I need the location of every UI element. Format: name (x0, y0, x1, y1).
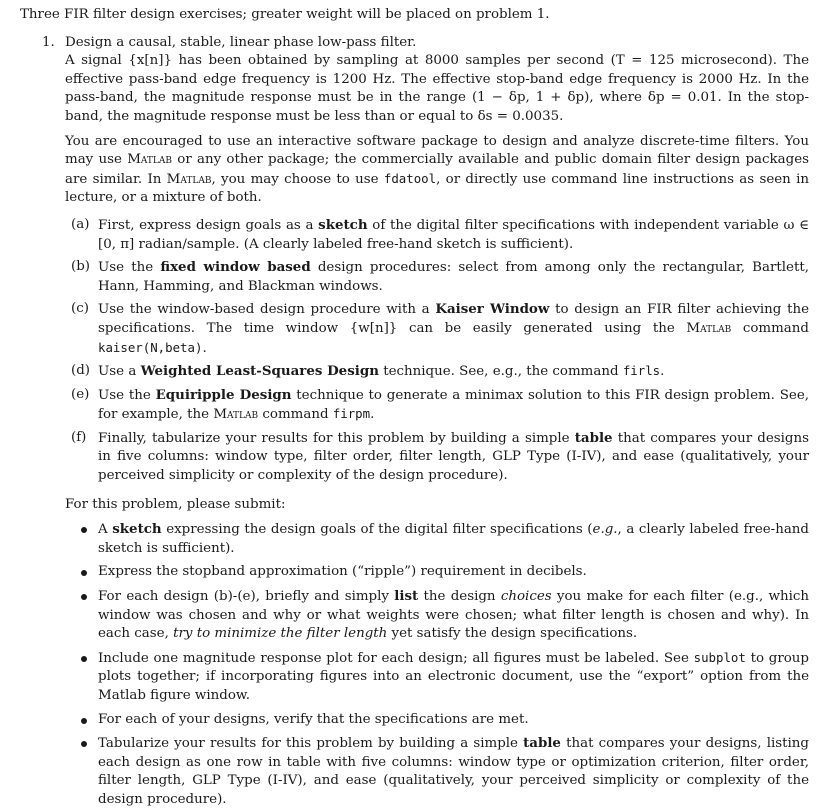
bullet-verify: For each of your designs, verify that the specifications are met. (65, 711, 809, 730)
bullet-plots: Include one magnitude response plot for each design; all figures must be labeled. See subplot to group plots together; if incorporating figures into an electronic document, use the “export” option from the Matlab figure window. (65, 649, 809, 706)
intro-text: Three FIR filter design exercises; greater weight will be placed on problem 1. (20, 7, 550, 22)
bullet-icon (81, 594, 87, 600)
bullet-tabularize: Tabularize your results for this problem by building a simple table that compares your designs, listing each design as one row in table with five columns: window type or optimization criterion, filter order, filter length, GLP Type (I-IV), and ease (qualitatively, your perceived simplicity or complexity of the design procedure). (65, 734, 809, 809)
part-a: (a) First, express design goals as a sketch of the digital filter specifications with independent variable ω ∈ [0, π] radian/sample. (A clearly labeled free-hand sketch is sufficient). (71, 216, 809, 252)
code-firls: firls (622, 363, 661, 379)
submit-heading: For this problem, please submit: (65, 496, 286, 512)
problem-number: 1. (42, 34, 55, 50)
part-b: (b) Use the fixed window based design procedures: select from among only the rectangular, Bartlett, Hann, Hamming, and Blackman windows. (71, 259, 809, 294)
bullet-icon (81, 656, 87, 662)
code-subplot: subplot (693, 649, 746, 665)
part-f: (f) Finally, tabularize your results for this problem by building a simple table that compares your designs in five columns: window type, filter order, filter length, GLP Type (I-IV), and ease (qualitatively, your perceived simplicity or complexity of the design procedure). (71, 429, 810, 484)
matlab-name: Matlab (127, 152, 172, 168)
bullet-icon (81, 741, 87, 747)
parts-list (65, 216, 809, 486)
bullet-sketch: A sketch expressing the design goals of the digital filter specifications (e.g., a clearly labeled free-hand sketch is sufficient). (65, 520, 809, 558)
code-firpm: firpm (332, 406, 371, 422)
code-kaiser: kaiser(N,beta) (98, 339, 203, 355)
bullet-list-choices: For each design (b)-(e), briefly and simply list the design choices you make for each filter (e.g., which window was chosen and why or what weights were chosen; what filter length is chosen and why). In each case, try to minimize the filter length yet satisfy the design specifications. (65, 587, 809, 644)
code-fdatool: fdatool (383, 170, 437, 186)
bullet-icon (81, 570, 87, 576)
part-d: (d) Use a Weighted Least-Squares Design technique. See, e.g., the command firls. (71, 363, 665, 380)
encourage-paragraph: You are encouraged to use an interactive software package to design and analyze discrete-time filters. You may use Matlab or any other package; the commercially available and public domain filter design packages are similar. In Matlab, you may choose to use fdatool, or directly use command line instructions as seen in lecture, or a mixture of both. (65, 133, 809, 206)
problem-1 (20, 34, 809, 810)
part-c: (c) Use the window-based design procedure with a Kaiser Window to design an FIR filter achieving the specifications. The time window {w[n]} can be easily generated using the Matlab command kaiser(N,beta). (71, 301, 809, 356)
bullet-stopband: Express the stopband approximation (“ripple”) requirement in decibels. (65, 563, 809, 582)
matlab-name: Matlab (166, 171, 212, 187)
problem-spec: A signal {x[n]} has been obtained by sampling at 8000 samples per second (T = 125 microsecond). The effective pass-band edge frequency is 1200 Hz. The effective stop-band edge frequency is 2000 Hz. In the pass-band, the magnitude response must be in the range (1 − δp, 1 + δp), where δp = 0.01. In the stop-band, the magnitude response must be less than or equal to δs = 0.0035. (65, 53, 809, 124)
part-e: (e) Use the Equiripple Design technique to generate a minimax solution to this FIR design problem. See, for example, the Matlab command firpm. (71, 386, 810, 423)
submit-list (65, 520, 809, 809)
bullet-icon (81, 718, 87, 724)
problem-lead: Design a causal, stable, linear phase low-pass filter. (65, 34, 417, 50)
bullet-icon (81, 527, 87, 533)
